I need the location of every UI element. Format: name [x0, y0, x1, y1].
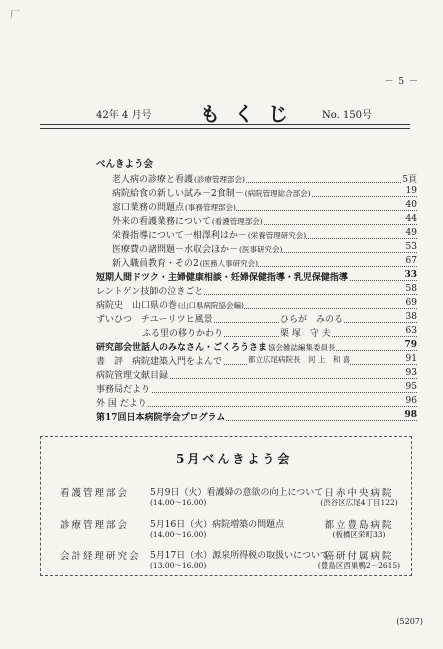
toc-entry-title: 窓口業務の問題点 — [112, 203, 185, 213]
meeting-date-topic: 5月17日（水）源泉所得税の取扱いについて — [150, 551, 329, 561]
toc-entry-page: 67 — [405, 256, 417, 266]
toc-entry-page: 93 — [405, 368, 417, 378]
meeting-address: (渋谷区広尾4丁目122) — [320, 498, 398, 507]
toc-entry-title: 病院管理文献目録 — [96, 371, 169, 381]
toc-entry[interactable] — [96, 298, 417, 311]
toc-entry-title: ずいひつ チユーリツヒ風景 — [96, 315, 213, 325]
toc-entry-source: (事務管理部会) — [185, 203, 236, 212]
toc-section-title: 第17回日本病院学会プログラム — [96, 413, 226, 423]
header-rule-top — [40, 124, 410, 125]
toc-entry-title: 病院給食の新しい試み－2食制－ — [112, 189, 244, 199]
toc-entry[interactable] — [96, 340, 417, 353]
toc-entry-title: 新入職員教育・その2 — [112, 259, 199, 269]
toc-entry-page: 38 — [405, 312, 417, 322]
section-heading-benkyokai: べんきよう会 — [96, 159, 154, 170]
toc-entry[interactable] — [96, 382, 417, 395]
toc-entry[interactable] — [112, 242, 417, 255]
toc-entry-source: (医務人事研究会) — [199, 259, 259, 268]
footer-code: (5207) — [396, 617, 423, 626]
toc-entry-page: 33 — [404, 270, 417, 280]
page-title: もくじ — [200, 102, 302, 126]
toc-section-entry[interactable] — [96, 270, 417, 283]
toc-entry[interactable] — [112, 228, 417, 241]
toc-entry-page: 49 — [405, 228, 417, 238]
toc-entry-page: 63 — [405, 326, 417, 336]
meeting-time: (14.00～16.00) — [150, 498, 207, 507]
page-number: － 5 － — [384, 77, 419, 87]
toc-entry-title: 事務局だより — [96, 385, 151, 395]
toc-entry-source: (看護管理部会) — [211, 217, 263, 226]
toc-entry-source: 協会雑誌編集委員長 — [268, 343, 336, 352]
toc-entry-title: 研究部会世話人のみなさん・ごくろうさま — [96, 343, 268, 353]
meeting-time: (13.00～16.00) — [150, 561, 207, 570]
header-rule-bottom — [40, 128, 410, 129]
toc-entry-title: ふる里の移りかわり — [142, 329, 224, 339]
toc-entry[interactable] — [96, 354, 417, 367]
toc-entry-page: 98 — [404, 410, 417, 420]
meeting-venue: 癌研付属病院 — [324, 551, 394, 562]
toc-entry-title: 栄養指導について一相澤利はか－ — [112, 231, 247, 241]
meeting-org: 看護管理部会 — [60, 488, 130, 499]
toc-entry[interactable] — [112, 200, 417, 213]
toc-entry-title: レントゲン技師の泣きごと — [96, 287, 204, 297]
corner-mark: 厂 — [10, 10, 20, 21]
toc-entry-page: 91 — [405, 354, 417, 364]
toc-entry-source: (病院管理総合部会) — [244, 189, 311, 198]
issue-number: No. 150号 — [322, 110, 373, 121]
meeting-org: 診療管理部会 — [60, 520, 130, 531]
toc-entry-page: 69 — [405, 298, 417, 308]
toc-entry-source: 栗 塚 守 夫 — [280, 326, 331, 339]
toc-entry[interactable] — [112, 256, 417, 269]
toc-entry-title: 書 評 病院建築入門をよんで — [96, 357, 223, 367]
toc-entry-page: 58 — [405, 284, 417, 294]
toc-entry-page: 96 — [405, 396, 417, 406]
toc-entry-title: 老人病の診療と看護 — [112, 175, 194, 185]
toc-entry[interactable] — [142, 326, 417, 339]
meetings-title: 5月べんきよう会 — [176, 452, 293, 466]
toc-entry-source: ひらが みのる — [280, 312, 343, 325]
meeting-date-topic: 5月9日（火）看護婦の意欲の向上について — [150, 488, 324, 498]
toc-entry-page: 44 — [405, 214, 417, 224]
toc-entry-source: (診療管理部会) — [194, 175, 245, 184]
meeting-time: (14.00～16.00) — [150, 530, 207, 539]
meeting-address: (板橋区栄町33) — [332, 530, 386, 539]
toc-entry-source: 都立広尾病院長 河 上 和 喜 — [248, 355, 351, 364]
toc-entry-source: (栄養管理研究会) — [247, 231, 307, 240]
toc-entry-page: 19 — [405, 186, 417, 196]
toc-entry-page: 53 — [405, 242, 417, 252]
toc-entry[interactable] — [96, 368, 417, 381]
toc-entry-page: 95 — [405, 382, 417, 392]
meeting-date-topic: 5月16日（火）病院増築の問題点 — [150, 520, 285, 530]
toc-entry[interactable] — [96, 284, 417, 297]
toc-entry[interactable] — [112, 186, 417, 199]
toc-section-title: 短期人間ドツク・主婦健康相談・妊婦保健指導・乳児保健指導 — [96, 273, 348, 283]
meeting-org: 会計経理研究会 — [60, 551, 141, 562]
meeting-venue: 都立豊島病院 — [324, 520, 394, 531]
toc-entry-source: (医事研究会) — [239, 245, 283, 254]
toc-entry[interactable] — [112, 214, 417, 227]
toc-entry-page: 79 — [404, 340, 417, 350]
issue-date: 42年 4 月号 — [96, 110, 152, 121]
toc-entry-page: 40 — [405, 200, 417, 210]
toc-entry-title: 外来の看護業務について — [112, 217, 211, 227]
toc-entry-page: 5頁 — [401, 172, 417, 185]
toc-entry[interactable] — [96, 312, 417, 325]
toc-entry-title: 病院史 山口県の巻 — [96, 301, 178, 311]
toc-entry[interactable] — [112, 172, 417, 185]
toc-section-entry[interactable] — [96, 410, 417, 423]
toc-entry-title: 医療費の諸問題－水収会ほか－ — [112, 245, 239, 255]
toc-entry-source: (山口県病院協会編) — [178, 301, 244, 310]
meeting-venue: 日赤中央病院 — [324, 488, 394, 499]
toc-entry[interactable] — [96, 396, 417, 409]
toc-entry-title: 外 国 だより — [96, 399, 147, 409]
meeting-address: (豊島区西巣鴨2－2615) — [317, 561, 401, 570]
